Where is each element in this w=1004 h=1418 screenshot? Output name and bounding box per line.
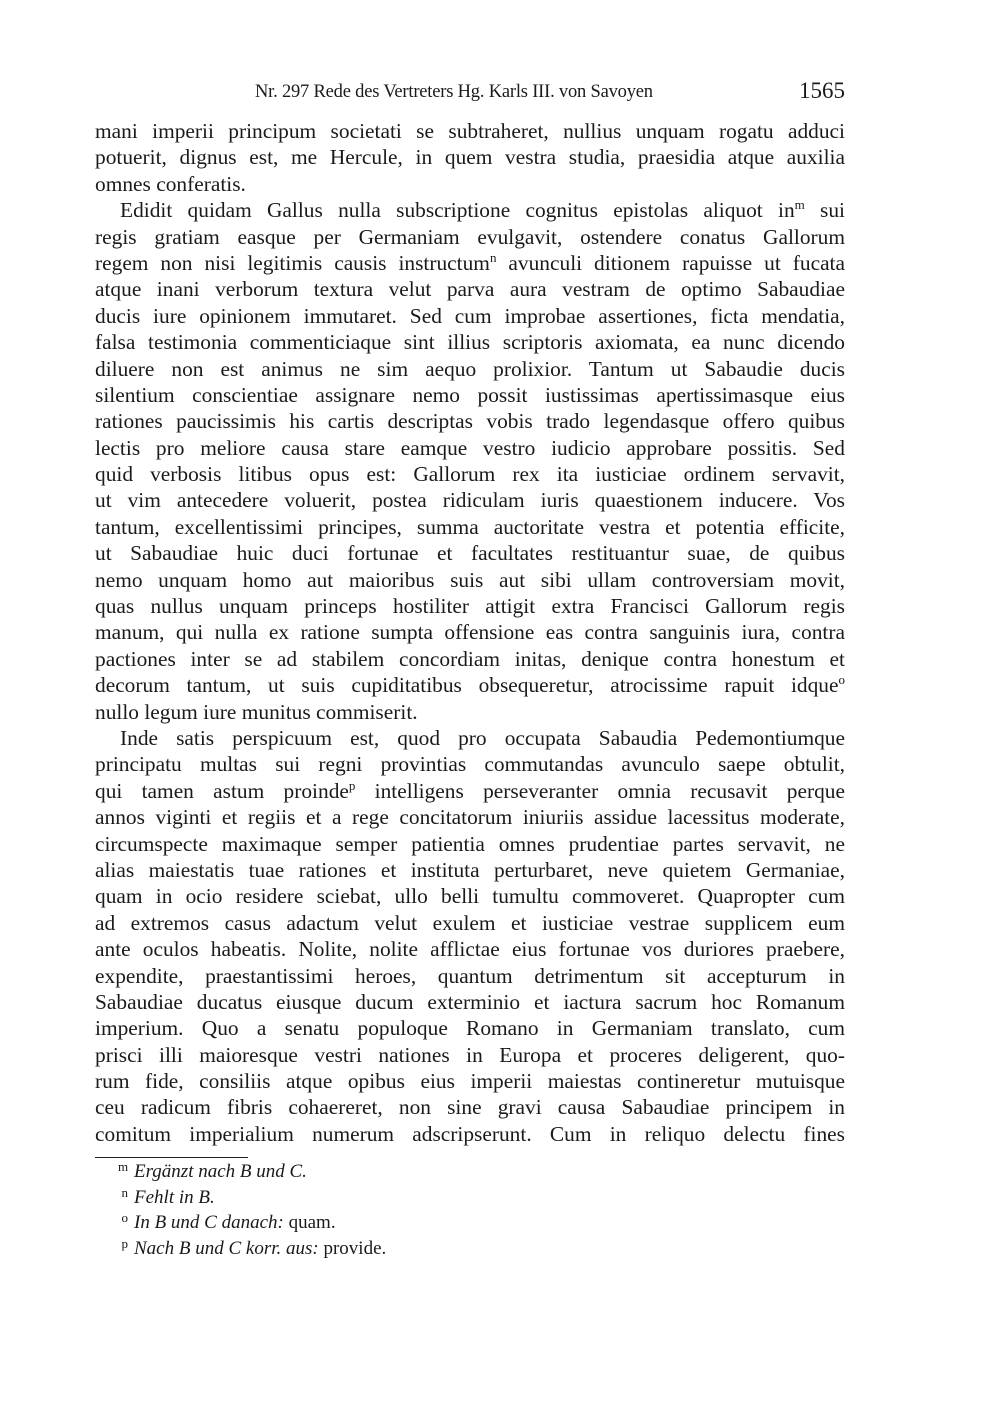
text-line: mani imperii principum societati se subtraheret, nullius unquam rogatu adduci (95, 119, 845, 143)
footnote-note: In B und C danach: (134, 1212, 284, 1233)
text-line (95, 197, 845, 223)
text-line: falsa testimonia commenticiaque sint illius scriptoris axiomata, ea nunc dicendo (95, 330, 845, 355)
text-line: ut vim antecedere voluerit, postea ridiculam iuris quaestionem inducere. Vos (95, 488, 845, 513)
text-line: rum fide, consiliis atque opibus eius imperii maiestas contineretur mutuisque (95, 1069, 845, 1094)
text-line: nullo legum iure munitus commiserit. (95, 699, 418, 724)
text-line: principatu multas sui regni provintias commutandas avunculo saepe obtulit, (95, 752, 845, 777)
footnote-o (118, 1211, 386, 1237)
text-segment: decorum tantum, ut suis cupiditatibus obsequeretur, atrocissime rapuit idque (95, 673, 839, 698)
text-line: silentium conscientiae assignare nemo possit iustissimas apertissimasque eius (95, 382, 845, 407)
footnote-note: Nach B und C korr. aus: (134, 1237, 319, 1259)
text-segment: sui (804, 198, 845, 223)
text-line: ante oculos habeatis. Nolite, nolite afflictae eius fortunae vos duriores praebere, (95, 937, 845, 962)
text-line: atque inani verborum textura velut parva aura vestram de optimo Sabaudiae (95, 277, 845, 302)
footnote-m (118, 1160, 386, 1186)
text-line (95, 672, 845, 698)
text-line: expendite, praestantissimi heroes, quantum detrimentum sit accepturum in (95, 963, 845, 988)
footnote-note: Fehlt in B. (134, 1186, 215, 1208)
footnote-reading: quam. (283, 1212, 336, 1233)
text-line: potuerit, dignus est, me Hercule, in quem vestra studia, praesidia atque auxilia (95, 145, 845, 170)
footnote-mark: o (121, 1210, 128, 1225)
footnote-ref-m[interactable]: m (794, 197, 805, 213)
text-line: ut Sabaudiae huic duci fortunae et facultates restituantur suae, de quibus (95, 541, 845, 566)
text-line: rationes paucissimis his cartis descriptas vobis trado legendasque offero quibus (95, 409, 845, 434)
text-line: regis gratiam easque per Germaniam evulgavit, ostendere conatus Gallorum (95, 224, 845, 249)
text-line: annos viginti et regiis et a rege concitatorum iniuriis assidue lacessitus moderate, (95, 805, 845, 830)
text-segment: qui tamen astum proinde (95, 778, 349, 803)
text-line: alias maiestatis tuae rationes et instituta perturbaret, neve quietem Germaniae, (95, 857, 845, 882)
text-line: quas nullus unquam princeps hostiliter attigit extra Francisci Gallorum regis (95, 594, 845, 619)
footnote-note: Ergänzt nach B und C. (134, 1161, 307, 1182)
text-line: comitum imperialium numerum adscripserunt. Cum in reliquo delectu fines (95, 1121, 845, 1146)
text-line: nemo unquam homo aut maioribus suis aut sibi ullam controversiam movit, (95, 567, 845, 592)
text-segment: avunculi ditionem rapuisse ut fucata (496, 250, 845, 275)
text-line: Sabaudiae ducatus eiusque ducum exterminio et iactura sacrum hoc Romanum (95, 989, 845, 1014)
footnote-ref-o[interactable]: o (838, 672, 845, 688)
text-line: pactiones inter se ad stabilem concordiam initas, denique contra honestum et (95, 646, 845, 671)
text-line: quam in ocio residere sciebat, ullo belli tumultu commoveret. Quapropter cum (95, 884, 845, 909)
text-line: omnes conferatis. (95, 171, 246, 196)
footnotes (118, 1160, 386, 1262)
body-text (95, 118, 845, 1147)
text-segment: Edidit quidam Gallus nulla subscriptione cognitus epistolas aliquot in (120, 198, 795, 223)
text-line: ceu radicum fibris cohaereret, non sine gravi causa Sabaudiae principem in (95, 1095, 845, 1120)
footnote-mark: p (121, 1235, 128, 1251)
running-header (95, 78, 845, 108)
text-segment: regem non nisi legitimis causis instructum (95, 250, 490, 275)
text-line: circumspecte maximaque semper patientia omnes prudentiae partes servavit, ne (95, 831, 845, 856)
footnote-n (118, 1186, 386, 1212)
text-line (95, 250, 845, 276)
text-line: Inde satis perspicuum est, quod pro occupata Sabaudia Pedemontiumque (120, 725, 845, 750)
footnote-reading: provide. (318, 1237, 387, 1259)
text-line: ad extremos casus adactum velut exulem et iusticiae vestrae supplicem eum (95, 910, 845, 935)
text-line: tantum, excellentissimi principes, summa auctoritate vestra et potentia efficite, (95, 514, 845, 539)
text-line: ducis iure opinionem immutaret. Sed cum improbae assertiones, ficta mendatia, (95, 303, 845, 328)
text-line (95, 778, 845, 804)
text-line: prisci illi maioresque vestri nationes in Europa et proceres deligerent, quo- (95, 1042, 845, 1067)
page-number: 1565 (799, 78, 845, 103)
text-line: imperium. Quo a senatu populoque Romano in Germaniam translato, cum (95, 1016, 845, 1041)
footnote-ref-n[interactable]: n (489, 249, 497, 265)
footnote-p (118, 1237, 386, 1263)
text-line: diluere non est animus ne sim aequo prolixior. Tantum ut Sabaudie ducis (95, 356, 845, 381)
text-line: lectis pro meliore causa stare eamque vestro iudicio approbare possitis. Sed (95, 435, 845, 460)
footnote-ref-p[interactable]: p (348, 777, 356, 793)
footnote-mark: n (121, 1184, 128, 1200)
text-line: manum, qui nulla ex ratione sumpta offensione eas contra sanguinis iura, contra (95, 620, 845, 645)
running-title: Nr. 297 Rede des Vertreters Hg. Karls III. von Savoyen (255, 82, 653, 102)
text-line: quid verbosis litibus opus est: Gallorum rex ita iusticiae ordinem servavit, (95, 462, 845, 487)
footnote-mark: m (118, 1159, 129, 1174)
text-segment: intelligens perseveranter omnia recusavit perque (355, 778, 845, 803)
